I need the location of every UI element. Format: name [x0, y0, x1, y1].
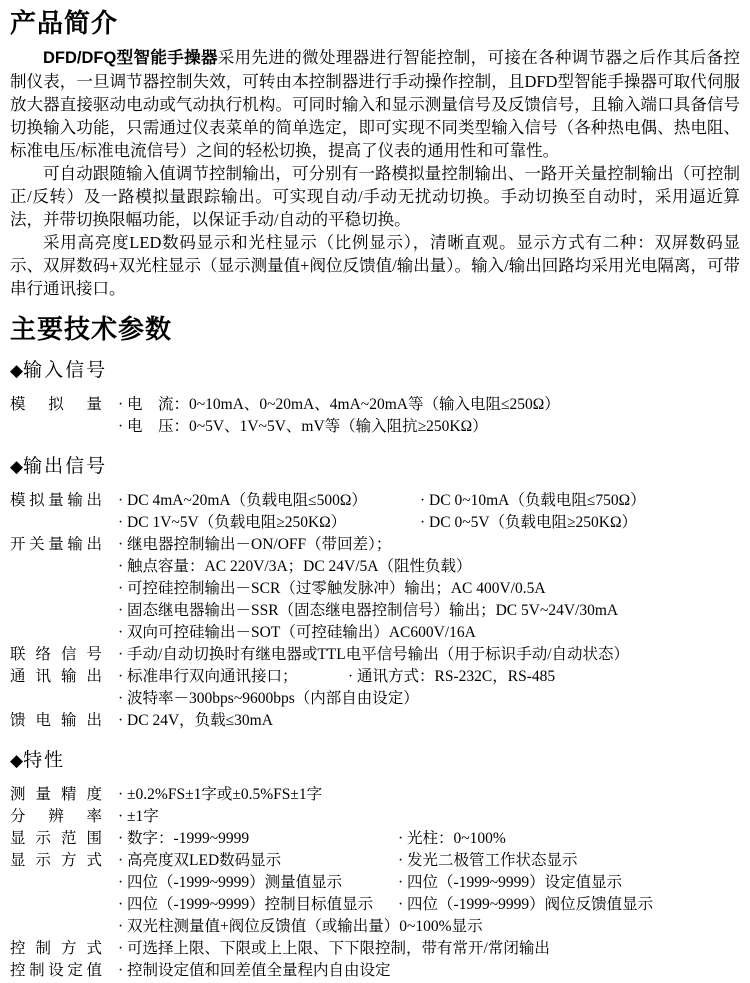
spec-line — [118, 806, 740, 828]
section-heading-output — [10, 454, 740, 480]
spec-row-display-range — [10, 828, 740, 850]
spec-item-dc-0-5v: · DC 0~5V（负载电阻≥250KΩ） — [420, 514, 637, 531]
spec-content — [118, 490, 740, 534]
spec-content — [118, 534, 740, 644]
spec-item-comm-mode: · 通讯方式：RS-232C，RS-485 — [348, 668, 556, 685]
spec-row-display-mode — [10, 850, 740, 938]
section-output-signal — [10, 454, 740, 732]
spec-item-dc-1-5v: · DC 1V~5V（负载电阻≥250KΩ） — [118, 514, 347, 531]
section-input-signal — [10, 358, 740, 438]
spec-content — [118, 850, 740, 938]
spec-item-control-mode: · 可选择上限、下限或上上限、下下限控制，带有常开/常闭输出 — [118, 940, 550, 957]
spec-row-accuracy — [10, 784, 740, 806]
spec-item-voltage: · 电 压：0~5V、1V~5V、mV等（输入阻抗≥250KΩ） — [118, 418, 488, 435]
section-heading-features-text: 特性 — [23, 750, 66, 771]
spec-item-valve-feedback-display: · 四位（-1999~9999）阀位反馈值显示 — [398, 896, 654, 913]
section-heading-input-text: 输入信号 — [23, 360, 108, 381]
spec-row-feed-output — [10, 710, 740, 732]
spec-line — [118, 490, 740, 512]
spec-row-resolution — [10, 806, 740, 828]
spec-item-baud-rate: · 波特率－300bps~9600bps（内部自由设定） — [118, 690, 419, 707]
spec-content — [118, 644, 740, 666]
spec-content — [118, 784, 740, 806]
spec-item-target-display: · 四位（-1999~9999）控制目标值显示 — [118, 896, 374, 913]
spec-item-measure-display: · 四位（-1999~9999）测量值显示 — [118, 874, 343, 891]
spec-item-relay-output: · 继电器控制输出－ON/OFF（带回差）； — [118, 536, 392, 553]
spec-item-setpoint-display: · 四位（-1999~9999）设定值显示 — [398, 874, 623, 891]
section-features — [10, 748, 740, 982]
spec-line — [118, 710, 740, 732]
spec-line — [118, 960, 740, 982]
spec-item-ssr-output: · 固态继电器输出－SSR（固态继电器控制信号）输出；DC 5V~24V/30mA — [118, 602, 619, 619]
section-heading-output-text: 输出信号 — [23, 456, 108, 477]
spec-content — [118, 710, 740, 732]
spec-row-link-signal — [10, 644, 740, 666]
spec-item-dual-bar-display: · 双光柱测量值+阀位反馈值（或输出量）0~100%显示 — [118, 918, 483, 935]
spec-label-display-mode: 显示方式 — [10, 852, 102, 869]
spec-line — [118, 784, 740, 806]
spec-item-bar-range: · 光柱：0~100% — [398, 830, 506, 847]
diamond-icon: ◆ — [10, 751, 24, 770]
spec-line — [118, 666, 740, 688]
intro-paragraph-2: 可自动跟随输入值调节控制输出，可分别有一路模拟量控制输出、一路开关量控制输出（可控制正/反转）及一路模拟量跟踪输出。可实现自动/手动无扰动切换。手动切换至自动时，采用逼近算法，并带切换限幅功能，以保证手动/自动的平稳切换。 — [10, 164, 740, 229]
spec-row-control-mode — [10, 938, 740, 960]
spec-line — [118, 394, 740, 416]
spec-row-switch-output — [10, 534, 740, 644]
intro-paragraph-1-text: 采用先进的微处理器进行智能控制，可接在各种调节器之后作其后备控制仪表，一旦调节器控制失效，可转由本控制器进行手动操作控制，且DFD型智能手操器可取代伺服放大器直接驱动电动或气动执行机构。可同时输入和显示测量信号及反馈信号，且输入端口具备信号切换输入功能，只需通过仪表菜单的简单选定，即可实现不同类型输入信号（各种热电偶、热电阻、标准电压/标准电流信号）之间的轻松切换，提高了仪表的通用性和可靠性。 — [10, 48, 741, 160]
spec-item-dc24v-feed: · DC 24V，负载≤30mA — [118, 712, 273, 729]
page-title-product-intro: 产品简介 — [10, 8, 119, 38]
spec-row-comm-output — [10, 666, 740, 710]
spec-line — [118, 872, 740, 894]
diamond-icon: ◆ — [10, 361, 24, 380]
spec-line — [118, 578, 740, 600]
product-name-bold: DFD/DFQ型智能手操器 — [43, 49, 218, 67]
spec-line — [118, 600, 740, 622]
spec-content — [118, 666, 740, 710]
spec-item-dc-4-20ma: · DC 4mA~20mA（负载电阻≤500Ω） — [118, 492, 367, 509]
spec-line — [118, 416, 740, 438]
spec-label-analog-output: 模拟量输出 — [10, 492, 102, 509]
spec-item-scr-output: · 可控硅控制输出－SCR（过零触发脉冲）输出；AC 400V/0.5A — [118, 580, 546, 597]
intro-section — [10, 46, 740, 300]
spec-label-control-mode: 控制方式 — [10, 940, 102, 957]
spec-row-analog-output — [10, 490, 740, 534]
spec-label-link-signal: 联络信号 — [10, 646, 102, 663]
spec-line — [118, 622, 740, 644]
diamond-icon: ◆ — [10, 457, 24, 476]
intro-paragraph-3: 采用高亮度LED数码显示和光柱显示（比例显示），清晰直观。显示方式有二种：双屏数码显示、双屏数码+双光柱显示（显示测量值+阀位反馈值/输出量）。输入/输出回路均采用光电隔离，可带串行通讯接口。 — [10, 233, 740, 298]
spec-label-display-range: 显示范围 — [10, 830, 102, 847]
spec-content — [118, 806, 740, 828]
spec-content — [118, 394, 740, 438]
spec-item-led-display: · 高亮度双LED数码显示 — [118, 852, 282, 869]
spec-line — [118, 688, 740, 710]
page-title-tech-params: 主要技术参数 — [10, 314, 173, 344]
spec-content — [118, 938, 740, 960]
spec-label-accuracy: 测量精度 — [10, 786, 102, 803]
spec-content — [118, 960, 740, 982]
spec-label-switch-output: 开关量输出 — [10, 536, 102, 553]
spec-item-dc-0-10ma: · DC 0~10mA（负载电阻≤750Ω） — [420, 492, 646, 509]
spec-item-sot-output: · 双向可控硅输出－SOT（可控硅输出）AC600V/16A — [118, 624, 476, 641]
spec-line — [118, 512, 740, 534]
spec-label-control-setpoint: 控制设定值 — [10, 962, 102, 979]
spec-label-resolution: 分辨率 — [10, 808, 102, 825]
section-heading-input — [10, 358, 740, 384]
spec-label-comm-output: 通讯输出 — [10, 668, 102, 685]
spec-line — [118, 894, 740, 916]
spec-item-accuracy: · ±0.2%FS±1字或±0.5%FS±1字 — [118, 786, 323, 803]
spec-line — [118, 644, 740, 666]
spec-item-digit-range: · 数字：-1999~9999 — [118, 830, 250, 847]
spec-label-feed-output: 馈电输出 — [10, 712, 102, 729]
spec-item-contact-capacity: · 触点容量：AC 220V/3A；DC 24V/5A（阻性负载） — [118, 558, 472, 575]
spec-line — [118, 534, 740, 556]
spec-line — [118, 556, 740, 578]
spec-item-serial-interface: · 标准串行双向通讯接口； — [118, 668, 298, 685]
spec-item-diode-status: · 发光二极管工作状态显示 — [398, 852, 578, 869]
spec-row-control-setpoint — [10, 960, 740, 982]
spec-content — [118, 828, 740, 850]
intro-paragraph-1 — [10, 46, 740, 162]
spec-label-analog-input: 模拟量 — [10, 396, 102, 413]
spec-line — [118, 850, 740, 872]
spec-item-resolution: · ±1字 — [118, 808, 159, 825]
spec-row-analog-input — [10, 394, 740, 438]
section-heading-features — [10, 748, 740, 774]
spec-line — [118, 828, 740, 850]
spec-item-current: · 电 流：0~10mA、0~20mA、4mA~20mA等（输入电阻≤250Ω） — [118, 396, 560, 413]
spec-item-control-setpoint: · 控制设定值和回差值全量程内自由设定 — [118, 962, 391, 979]
spec-line — [118, 916, 740, 938]
spec-item-manual-auto-signal: · 手动/自动切换时有继电器或TTL电平信号输出（用于标识手动/自动状态） — [118, 646, 630, 663]
spec-line — [118, 938, 740, 960]
